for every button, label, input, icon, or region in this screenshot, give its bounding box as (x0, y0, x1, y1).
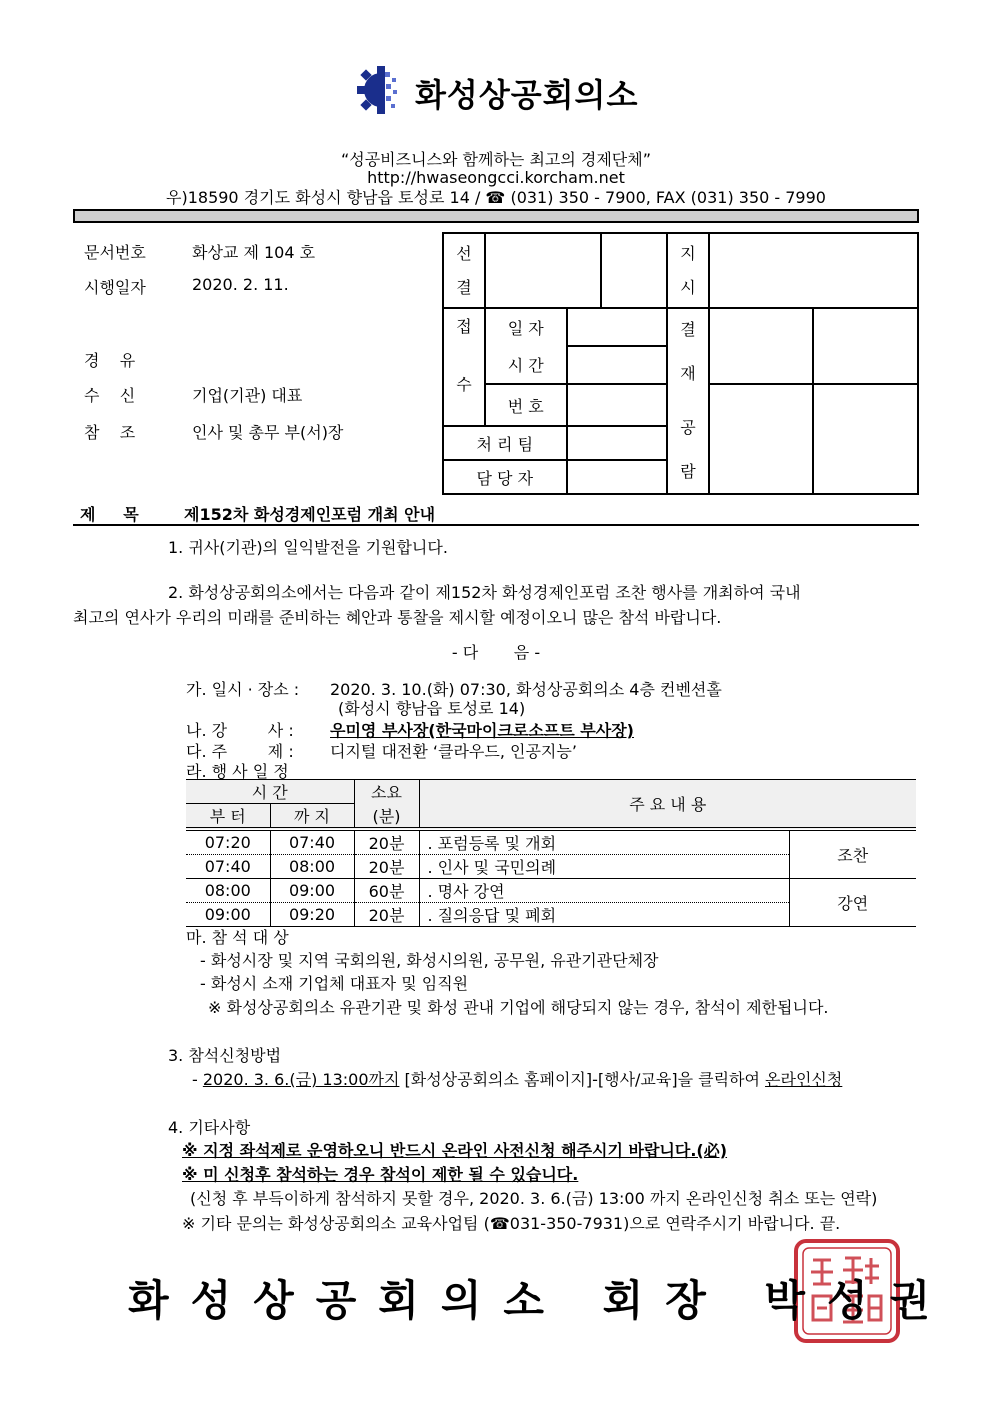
receipt-date-field[interactable] (567, 308, 668, 346)
apply-deadline: 2020. 3. 6.(금) 13:00까지 (202, 1070, 400, 1089)
header-content: 주 요 내 용 (419, 780, 916, 830)
org-name: 화성상공회의소 (415, 76, 639, 114)
jeop-su-cell (443, 308, 485, 426)
row-to: 09:20 (270, 903, 354, 927)
address-line: 우)18590 경기도 화성시 향남읍 토성로 14 / ☎ (031) 350 - 7900, FAX (031) 350 - 7990 (166, 188, 826, 207)
seon-gyeol-cell (443, 233, 485, 308)
ram-label: 람 (680, 462, 696, 481)
etc-line-1: ※ 지정 좌석제로 운영하오니 반드시 온라인 사전신청 해주시기 바랍니다.(必) (182, 1141, 728, 1160)
subject-title: 제152차 화성경제인포럼 개최 안내 (184, 505, 436, 524)
item-ga-sub: (화성시 향남읍 토성로 14) (338, 699, 526, 718)
si-label: 시 (680, 277, 696, 297)
row-from: 07:40 (186, 855, 270, 879)
attendees-label: 마. 참 석 대 상 (186, 928, 289, 947)
receipt-time-field[interactable] (567, 346, 668, 384)
gyeoljae-gongram-cell (667, 308, 709, 494)
review-slot-2[interactable] (813, 308, 918, 384)
item-da-label: 다. 주 제 : (186, 742, 294, 761)
header-from: 부 터 (186, 804, 270, 830)
online-apply-link[interactable]: 온라인신청 (765, 1070, 843, 1089)
slogan: “성공비즈니스와 함께하는 최고의 경제단체” (340, 150, 652, 169)
row-content: . 인사 및 국민의례 (419, 855, 789, 879)
header-to: 까 지 (294, 807, 330, 826)
su-label: 수 (456, 375, 472, 394)
table-row (186, 829, 916, 855)
team-field[interactable] (567, 426, 668, 460)
signature: 화성상공회의소 회장 박성권 (128, 1276, 953, 1325)
etc-line-4: ※ 기타 문의는 화성상공회의소 교육사업팀 (☎031-350-7931)으로 연락주시기 바랍니다. 끝. (182, 1214, 841, 1233)
row-from: 07:20 (186, 829, 270, 855)
subject-underline (73, 524, 919, 526)
gear-logo-icon (355, 64, 411, 116)
recipient: 기업(기관) 대표 (192, 386, 303, 405)
review-slot-1[interactable] (709, 308, 814, 384)
row-content: . 질의응답 및 폐회 (419, 903, 789, 927)
item-na-label: 나. 강 사 : (186, 721, 294, 740)
team-label: 처 리 팀 (443, 426, 567, 460)
apply-path: [화성상공회의소 홈페이지]-[행사/교육]을 클릭하여 (399, 1070, 766, 1089)
group-breakfast: 조찬 (789, 829, 916, 879)
etc-line-3: (신청 후 부득이하게 참석하지 못할 경우, 2020. 3. 6.(금) 13:00 까지 온라인신청 취소 또는 연락) (190, 1189, 878, 1208)
row-content: . 포럼등록 및 개회 (419, 829, 789, 855)
gong-label: 공 (680, 418, 696, 437)
daeum-heading: - 다 음 - (451, 643, 541, 662)
approval-box (442, 232, 919, 495)
header-duration-1: 소요 (354, 780, 419, 804)
doc-no-label: 문서번호 (84, 243, 146, 262)
row-duration: 20분 (354, 903, 419, 927)
receipt-number-field[interactable] (567, 384, 668, 426)
row-duration: 20분 (354, 829, 419, 855)
reference-label: 참 조 (84, 423, 136, 442)
review-slot-3[interactable] (709, 384, 814, 494)
paragraph-2-line-2: 최고의 연사가 우리의 미래를 준비하는 혜안과 통찰을 제시할 예정이오니 많은 참석 바랍니다. (73, 608, 722, 627)
attendees-item-1: - 화성시장 및 지역 국회의원, 화성시의원, 공무원, 유관기관단체장 (200, 951, 659, 970)
header-time: 시 간 (186, 780, 354, 804)
row-from: 08:00 (186, 879, 270, 903)
row-content: . 명사 강연 (419, 879, 789, 903)
etc-line-2: ※ 미 신청후 참석하는 경우 참석이 제한 될 수 있습니다. (182, 1165, 579, 1184)
item-ga-text: 2020. 3. 10.(화) 07:30, 화성상공회의소 4층 컨벤션홀 (330, 680, 722, 699)
approval-slot-2[interactable] (601, 233, 667, 308)
doc-no: 화상교 제 104 호 (192, 243, 316, 262)
instruction-field[interactable] (709, 233, 918, 308)
manager-field[interactable] (567, 460, 668, 494)
attendees-item-2: - 화성시 소재 기업체 대표자 및 임직원 (200, 974, 469, 993)
receipt-number-label: 번 호 (485, 384, 567, 426)
apply-dash: - (192, 1070, 203, 1089)
ji-si-cell (667, 233, 709, 308)
etc-label: 4. 기타사항 (168, 1118, 251, 1137)
seon-label: 선 (456, 243, 472, 263)
item-ga-label: 가. 일시 · 장소 : (186, 680, 300, 699)
schedule-table (186, 779, 916, 927)
header-divider (73, 209, 919, 223)
receipt-time-label: 시 간 (485, 346, 567, 384)
apply-line (192, 1067, 842, 1090)
recipient-label: 수 신 (84, 386, 136, 405)
doc-date: 2020. 2. 11. (192, 275, 289, 294)
row-duration: 60분 (354, 879, 419, 903)
via-label: 경 유 (84, 351, 136, 370)
table-row (186, 879, 916, 903)
speaker: 우미영 부사장(한국마이크로소프트 부사장) (330, 721, 634, 740)
receipt-date-label: 일 자 (485, 308, 567, 346)
ji-label: 지 (680, 243, 696, 263)
reference: 인사 및 총무 부(서)장 (192, 423, 344, 442)
website-link[interactable]: http://hwaseongcci.korcham.net (367, 168, 625, 187)
approval-slot-1[interactable] (485, 233, 602, 308)
row-to: 07:40 (270, 829, 354, 855)
manager-label: 담 당 자 (443, 460, 567, 494)
paragraph-2-line-1: 2. 화성상공회의소에서는 다음과 같이 제152차 화성경제인포럼 조찬 행사를 개최하여 국내 (168, 583, 801, 602)
paragraph-1: 1. 귀사(기관)의 일익발전을 기원합니다. (168, 538, 448, 557)
topic: 디지털 대전환 ‘클라우드, 인공지능’ (330, 742, 577, 761)
jeop-label: 접 (456, 317, 472, 336)
row-duration: 20분 (354, 855, 419, 879)
review-slot-4[interactable] (813, 384, 918, 494)
group-lecture: 강연 (789, 879, 916, 927)
row-from: 09:00 (186, 903, 270, 927)
subject-label: 제 목 (80, 505, 139, 524)
date-label: 시행일자 (84, 278, 146, 297)
gyeol-label: 결 (456, 277, 472, 297)
row-to: 09:00 (270, 879, 354, 903)
item-ra-label: 라. 행 사 일 정 (186, 762, 289, 781)
jae-label: 재 (680, 364, 696, 383)
attendees-note: ※ 화성상공회의소 유관기관 및 화성 관내 기업에 해당되지 않는 경우, 참석이 제한됩니다. (208, 998, 829, 1017)
apply-label: 3. 참석신청방법 (168, 1046, 282, 1065)
row-to: 08:00 (270, 855, 354, 879)
header-duration-2: (분) (354, 804, 419, 830)
org-logo (355, 64, 655, 116)
gyeol2-label: 결 (680, 320, 696, 339)
